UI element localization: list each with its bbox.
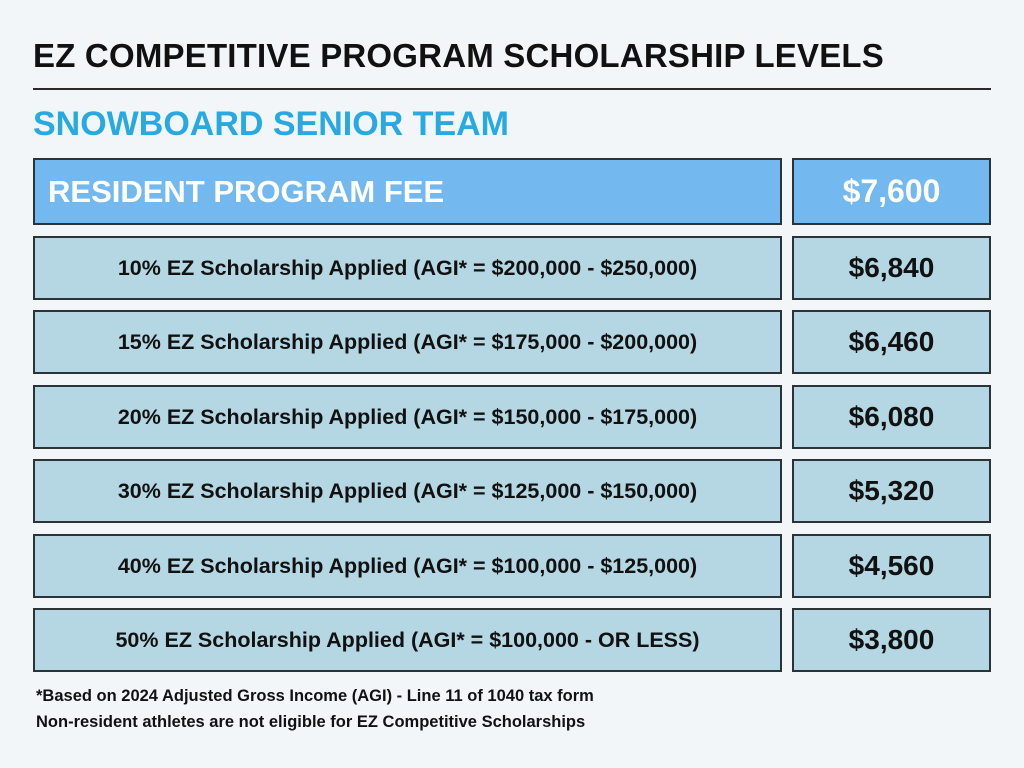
- scholarship-row-price: $6,460: [792, 310, 991, 374]
- scholarship-row-label: 30% EZ Scholarship Applied (AGI* = $125,000 - $150,000): [33, 459, 782, 523]
- scholarship-row-label: 40% EZ Scholarship Applied (AGI* = $100,000 - $125,000): [33, 534, 782, 598]
- scholarship-row-price: $3,800: [792, 608, 991, 672]
- header-label-cell: RESIDENT PROGRAM FEE: [33, 158, 782, 225]
- page-subtitle: SNOWBOARD SENIOR TEAM: [33, 105, 509, 143]
- title-divider: [33, 88, 991, 90]
- scholarship-row-price: $5,320: [792, 459, 991, 523]
- scholarship-row-label: 10% EZ Scholarship Applied (AGI* = $200,000 - $250,000): [33, 236, 782, 300]
- scholarship-row-price: $4,560: [792, 534, 991, 598]
- scholarship-row-price: $6,840: [792, 236, 991, 300]
- scholarship-row-label: 15% EZ Scholarship Applied (AGI* = $175,000 - $200,000): [33, 310, 782, 374]
- page-title: EZ COMPETITIVE PROGRAM SCHOLARSHIP LEVELS: [33, 37, 885, 74]
- scholarship-row-price: $6,080: [792, 385, 991, 449]
- header-price-cell: $7,600: [792, 158, 991, 225]
- footnote-agi: *Based on 2024 Adjusted Gross Income (AGI) - Line 11 of 1040 tax form: [36, 687, 594, 705]
- scholarship-row-label: 50% EZ Scholarship Applied (AGI* = $100,000 - OR LESS): [33, 608, 782, 672]
- scholarship-row-label: 20% EZ Scholarship Applied (AGI* = $150,000 - $175,000): [33, 385, 782, 449]
- footnote-eligibility: Non-resident athletes are not eligible for EZ Competitive Scholarships: [36, 713, 586, 731]
